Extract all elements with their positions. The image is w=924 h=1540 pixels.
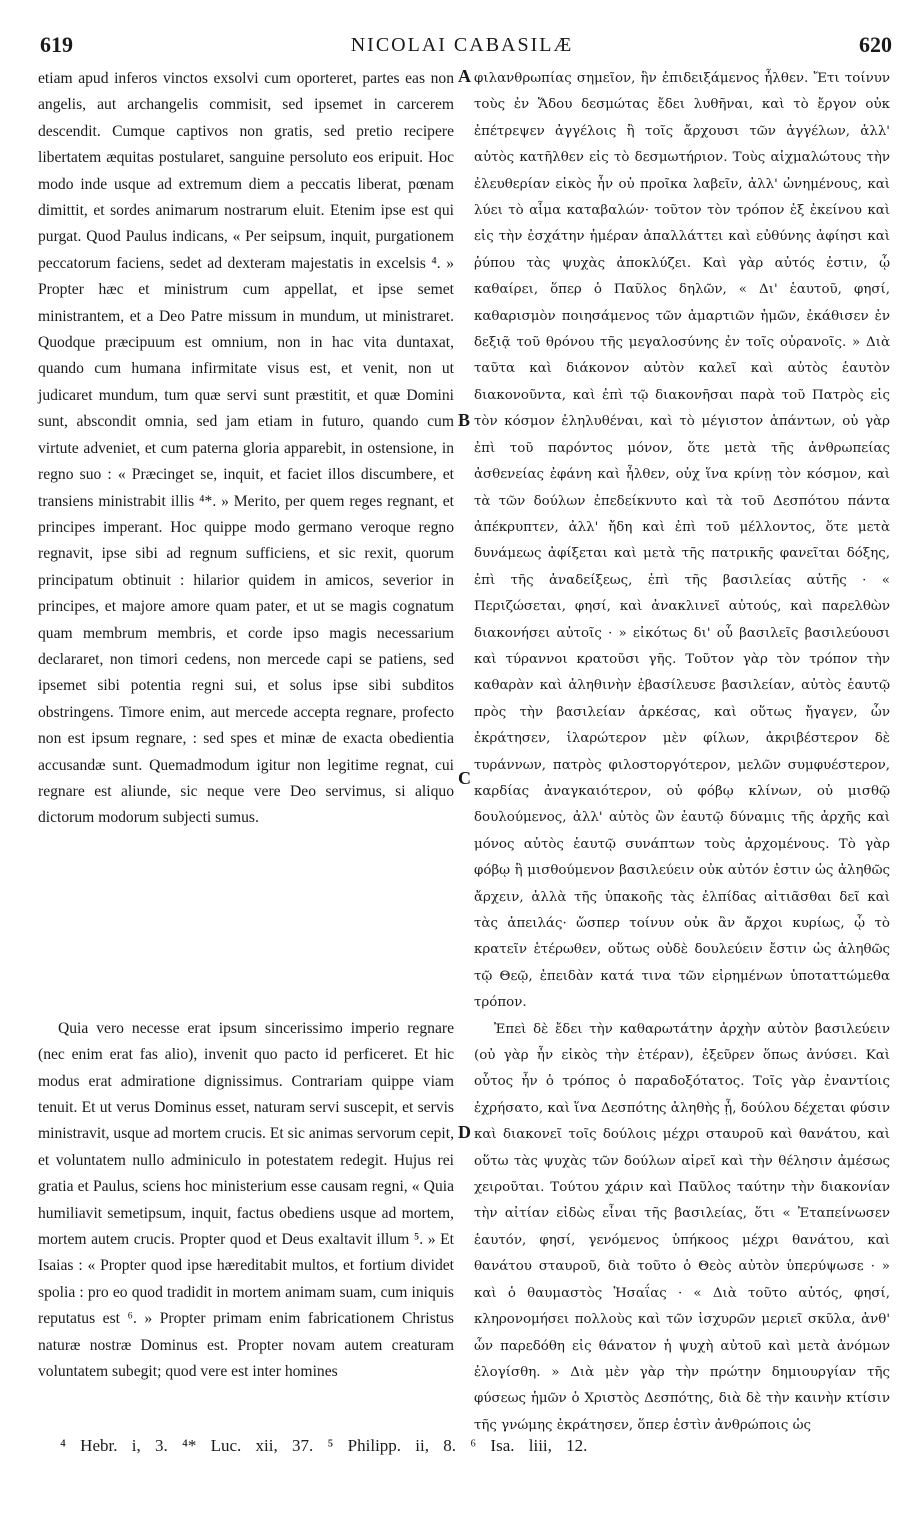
latin-column xyxy=(38,66,454,1385)
page-header xyxy=(0,0,924,60)
margin-marker-b: B xyxy=(458,410,471,430)
greek-paragraph-1: φιλανθρωπίας σημεῖον, ἣν ἐπιδειξάμενος ἦλθεν. Ἔτι τοίνυν τοὺς ἐν Ἅδου δεσμώτας ἔδει λυθῆναι, καὶ τὸ ἔργον οὐκ ἐπέτρεψεν ἀγγέλοις ἢ τοῖς ἄρχουσι τῶν ἀγγέλων, ἀλλ' αὐτὸς κατῆλθεν εἰς τὸ δεσμωτήριον. Τοὺς αἰχμαλώτους τὴν ἐλευθερίαν εἰκὸς ἦν οὐ προῖκα λαβεῖν, ἀλλ' ὠνημένους, καὶ λύει τὸ αἷμα καταβαλών· τοῦτον τὸν τρόπον ἐξ ἐκείνου καὶ εἰς τὴν ἐσχάτην ἡμέραν ἀπαλλάττει καὶ εὐθύνης ἀφίησι καὶ ῥύπου τὰς ψυχὰς ἀποκλύζει. Καὶ γὰρ αὐτός ἐστιν, ᾧ καθαίρει, ὅπερ ὁ Παῦλος δηλῶν, « Δι' ἑαυτοῦ, φησί, καθαρισμὸν ποιησάμενος τῶν ἁμαρτιῶν ἡμῶν, ἐκάθισεν ἐν δεξιᾷ τοῦ θρόνου τῆς μεγαλοσύνης ἐν τοῖς οὐρανοῖς. » Διὰ ταῦτα καὶ διάκονον αὐτὸν καλεῖ καὶ αὐτὸς ἑαυτὸν διακονοῦντα, καὶ ἐπὶ τῷ διακονῆσαι παρὰ τοῦ Πατρὸς εἰς τὸν κόσμον ἐληλυθέναι, καὶ τὸ μέγιστον ἁπάντων, οὐ γὰρ ἐπὶ τοῦ παρόντος μόνον, ὅτε μετὰ τῆς ἀνθρωπείας ἀσθενείας ἐφάνη καὶ ἦλθεν, οὐχ ἵνα κρίνῃ τὸν κόσμον, καὶ τὰ τῶν δούλων ἐπεδείκνυτο καὶ τὰ τοῦ Δεσπότου πάντα ἀπέκρυπτεν, ἀλλ' ἤδη καὶ ἐπὶ τοῦ μέλλοντος, ὅτε μετὰ δυνάμεως ἀφίξεται καὶ μετὰ τῆς πατρικῆς φανεῖται δόξης, ἐπὶ τῆς ἀναδείξεως, ἐπὶ τῆς βασιλείας αὐτῆς · « Περιζώσεται, φησί, καὶ ἀνακλινεῖ αὐτούς, καὶ παρελθὼν διακονήσει αὐτοῖς · » εἰκότως δι' οὗ βασιλεῖς βασιλεύουσι καὶ τύραννοι κρατοῦσι γῆς. Τοῦτον γὰρ τὸν τρόπον τὴν καθαρὰν καὶ ἀληθινὴν ἐβασίλευσε βασιλείαν, αὐτὸς ἑαυτῷ πρὸς τὴν βασιλείαν ἀρκέσας, καὶ οὕτως ἤγαγεν, ὧν ἐκράτησεν, ἱλαρώτερον μὲν φίλων, ἀκριβέστερον δὲ τυράννων, πατρὸς φιλοστοργότερον, μελῶν συμφυέστερον, καρδίας ἀναγκαιότερον, οὐ φόβῳ κλίνων, οὐ μισθῷ δουλούμενος, ἀλλ' αὐτὸς ὢν ἑαυτῷ δύναμις τῆς ἀρχῆς καὶ μόνος αὐτὸς ἑαυτῷ συνάπτων τοὺς ἀρχομένους. Τὸ γὰρ φόβῳ ἢ μισθούμενον βασιλεύειν οὐκ αὐτόν ἐστιν ὡς ἀληθῶς ἄρχειν, ἀλλὰ τῆς ὑπακοῆς τὰς ἐλπίδας αἰτιᾶσθαι δεῖ καὶ τὰς ἀπειλάς· ὥσπερ τοίνυν οὐκ ἂν ἄρχοι κυρίως, ᾧ τὸ κρατεῖν ἑτέρωθεν, οὕτως οὐδὲ δουλεύειν ἔστιν ὡς ἀληθῶς τῷ Θεῷ, ἐπειδὰν κατά τινα τῶν εἰρημένων ὑποταττώμεθα τρόπον. xyxy=(474,71,890,1011)
margin-marker-d: D xyxy=(458,1122,471,1142)
greek-paragraph-2: Ἐπεὶ δὲ ἔδει τὴν καθαρωτάτην ἀρχὴν αὐτὸν βασιλεύειν (οὐ γὰρ ἦν εἰκὸς τὴν ἑτέραν), ἐξεῦρεν ὅπως ἀνύσει. Καὶ οὗτος ἦν ὁ τρόπος ὁ παραδοξότατος. Τοῖς γὰρ ἐναντίοις ἐχρήσατο, καὶ ἵνα Δεσπότης ἀληθὴς ᾖ, δούλου δέχεται φύσιν καὶ διακονεῖ τοῖς δούλοις μέχρι σταυροῦ καὶ θανάτου, καὶ οὕτω τὰς ψυχὰς τῶν δούλων αἱρεῖ καὶ τὴν θέλησιν ἀμέσως χειροῦται. Τούτου χάριν καὶ Παῦλος ταύτην τὴν διακονίαν τὴν αἰτίαν εἰδὼς εἶναι τῆς βασιλείας, ὅτι « Ἐταπείνωσεν ἑαυτόν, φησί, γενόμενος ὑπήκοος μέχρι θανάτου, καὶ θανάτου σταυροῦ, διὰ τοῦτο ὁ Θεὸς αὐτὸν ὑπερύψωσε · » καὶ ὁ θαυμαστὸς Ἡσαΐας · « Διὰ τοῦτο αὐτός, φησί, κληρονομήσει πολλοὺς καὶ τῶν ἰσχυρῶν μεριεῖ σκῦλα, ἀνθ' ὧν παρεδόθη εἰς θάνατον ἡ ψυχὴ αὐτοῦ καὶ μετὰ ἀνόμων ἐλογίσθη. » Διὰ μὲν γὰρ τὴν πρώτην δημιουργίαν τῆς φύσεως ἡμῶν ὁ Χριστὸς Δεσπότης, διὰ δὲ τὴν καινὴν κτίσιν τῆς γνώμης ἐκράτησεν, ὅπερ ἐστὶν ἀνθρώποις ὡς xyxy=(474,1021,890,1433)
margin-marker-a: A xyxy=(458,66,471,86)
margin-marker-c: C xyxy=(458,768,471,788)
paragraph-gap xyxy=(38,832,454,1016)
running-title: NICOLAI CABASILÆ xyxy=(350,34,574,56)
page-number-left: 619 xyxy=(40,32,73,57)
page-number-right: 620 xyxy=(859,32,892,57)
footnotes: ⁴ Hebr. i, 3. ⁴* Luc. xii, 37. ⁵ Philipp. ii, 8. ⁶ Isa. liii, 12. xyxy=(60,1436,588,1455)
latin-paragraph-2: Quia vero necesse erat ipsum sincerissimo imperio regnare (nec enim erat fas alio), invenit quo pacto id perficeret. Et hic modus erat admirationе dignissimus. Contrariam quippe viam tenuit. Et ut verus Dominus esset, naturam servi suscepit, et servis ministravit, usque ad mortem crucis. Et sic animas servorum cepit, et voluntatem nullo adminiculo in potestatem redegit. Hujus rei gratia et Paulus, sciens hoc ministerium esse causam regni, « Quia humiliavit semetipsum, inquit, factus obediens usque ad mortem, mortem autem crucis. Propter quod et Deus exaltavit illum ⁵. » Et Isaias : « Propter quod ipse hæreditabit multos, et fortium dividet spolia : pro eo quod tradidit in mortem animam suam, cum iniquis reputatus est ⁶. » Propter primam enim fabricationem Christus naturæ nostræ Dominus est. Propter novam autem creaturam voluntatem subegit; quod vere est inter homines xyxy=(38,1019,454,1381)
greek-column xyxy=(474,66,890,1439)
latin-paragraph-1: etiam apud inferos vinctos exsolvi cum oporteret, partes eas non angelis, aut archangelis commisit, sed ipsemet in carcerem descendit. Cumque captivos non gratis, sed pretio recipere libertatem æquitas postularet, sanguine persoluto eos eripuit. Hoc modo inde usque ad extremum diem a peccatis liberat, pœnam dimittit, et sordes animarum nostrarum eluit. Etenim ipse est qui purgat. Quod Paulus indicans, « Per seipsum, inquit, purgationem peccatorum faciens, sedet ad dexteram majestatis in excelsis ⁴. » Propter hæc et ministrum cum appellat, et ipse semet ministrantem, et a Deo Patre missum in mundum, ut ministraret. Quodque præcipuum est omnium, non in hac vita duntaxat, quando cum humana infirmitate visus est, et venit, non ut judicaret mundum, tum quæ servi sunt præstitit, et quæ Domini sunt, abscondit omnia, sed jam etiam in futuro, quando cum virtute adveniet, et cum paterna gloria apparebit, in ostensione, in regno suo : « Præcinget se, inquit, et faciet illos discumbere, et transiens ministrabit illis ⁴*. » Merito, per quem reges regnant, et principes imperant. Hoc quippe modo germano veroque regno regnavit, ipse sibi ad regnum sufficiens, et sic rexit, quorum principatum obtinuit : hilarior quidem in amicos, severior in principes, et majore amore quam pater, et ut se magis cognatum quam membrum membris, et corde ipso magis necessarium declararet, non timori cedens, non mercede capi se patiens, sed ipsemet sibi potentia regni sui, et solus ipse sibi subditos obstringens. Timore enim, aut mercede accepta regnare, profecto non est ipsum regnare, : sed spes et minæ de exacta obedientia accusandæ sunt. Quemadmodum igitur non legitime regnat, cui regnare est aliunde, sic neque vere Deo servimus, si aliquo dictorum modorum subjecti sumus. xyxy=(38,70,454,827)
